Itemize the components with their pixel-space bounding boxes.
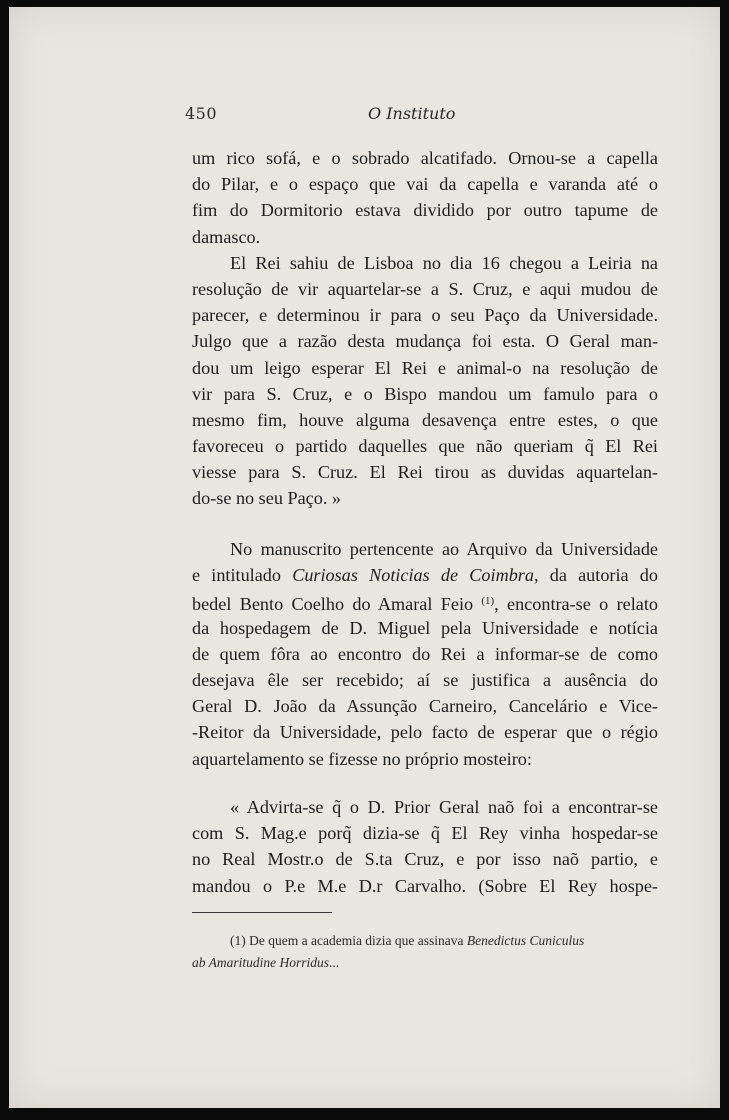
page-number: 450 — [185, 104, 218, 123]
text-line: da hospedagem de D. Miguel pela Universidade e notícia — [192, 617, 658, 638]
text-run: da autoria do — [538, 565, 658, 586]
text-line: resolução de vir aquartelar-se a S. Cruz, e aqui mudou de — [192, 278, 658, 299]
footnote-reference: (1) — [481, 595, 495, 608]
text-line: um rico sofá, e o sobrado alcatifado. Ornou-se a capella — [192, 148, 658, 168]
text-run: bedel Bento Coelho do Amaral Feio — [192, 594, 482, 615]
text-line: com S. Mag.e porq̃ dizia-se q̃ El Rey vinha hospedar-se — [192, 823, 658, 844]
footnote — [192, 930, 658, 974]
paragraph-4-quote — [192, 794, 658, 899]
manuscript-title: Curiosas Noticias de Coimbra, — [292, 565, 539, 586]
text-line: Geral D. João da Assunção Carneiro, Cancelário e Vice- — [192, 696, 658, 717]
text-line: El Rei sahiu de Lisboa no dia 16 chegou a Leiria na — [230, 252, 658, 273]
page-header — [185, 104, 485, 126]
text-line: vir para S. Cruz, e o Bispo mandou um famulo para o — [192, 383, 658, 404]
text-line: parecer, e determinou ir para o seu Paço da Universidade. — [192, 305, 658, 326]
footnote-text: De quem a academia dizia que assinava — [245, 933, 467, 948]
text-line: mesmo fim, houve alguma desavença entre estes, o que — [192, 409, 658, 430]
text-line — [192, 588, 658, 614]
running-title: O Instituto — [368, 104, 456, 123]
text-line: aquartelamento se fizesse no próprio mosteiro: — [192, 748, 532, 769]
text-line — [192, 562, 658, 588]
footnote-ellipsis: ... — [329, 955, 340, 970]
text-line: do-se no seu Paço. » — [192, 488, 342, 509]
text-line: Julgo que a razão desta mudança foi esta. O Geral man- — [192, 331, 658, 352]
body-block-1 — [192, 145, 658, 512]
paragraph-2 — [192, 250, 658, 512]
text-line: viesse para S. Cruz. El Rei tirou as duvidas aquartelan- — [192, 462, 658, 483]
text-line: favoreceu o partido daquelles que não queriam q̃ El Rei — [192, 436, 658, 457]
text-run: , encontra-se o relato — [494, 594, 658, 615]
footnote-latin-1: Benedictus Cuniculus — [466, 933, 585, 948]
paragraph-1 — [192, 145, 658, 250]
text-line: do Pilar, e o espaço que vai da capella e varanda até o — [192, 174, 658, 195]
text-line: damasco. — [192, 226, 261, 247]
paragraph-3 — [192, 536, 658, 772]
footnote-latin-2: ab Amaritudine Horridus — [192, 955, 330, 970]
text-line: fim do Dormitorio estava dividido por outro tapume de — [192, 200, 658, 221]
text-line: -Reitor da Universidade, pelo facto de esperar que o régio — [192, 722, 658, 743]
text-line: no Real Mostr.o de S.ta Cruz, e por isso naõ partio, e — [192, 849, 658, 870]
text-line: dou um leigo esperar El Rei e animal-o na resolução de — [192, 357, 658, 378]
footnote-marker: (1) — [230, 933, 246, 948]
text-line: de quem fôra ao encontro do Rei a informar-se de como — [192, 643, 658, 664]
footnote-divider — [192, 912, 332, 913]
footnote-line — [192, 930, 658, 952]
text-line: desejava êle ser recebido; aí se justifica a ausência do — [192, 669, 658, 690]
text-line: « Advirta-se q̃ o D. Prior Geral naõ foi a encontrar-se — [230, 797, 658, 817]
text-line: mandou o P.e M.e D.r Carvalho. (Sobre El Rey hospe- — [192, 875, 658, 896]
text-line: No manuscrito pertencente ao Arquivo da Universidade — [230, 539, 658, 559]
footnote-line — [192, 952, 658, 974]
text-run: e intitulado — [192, 565, 293, 586]
